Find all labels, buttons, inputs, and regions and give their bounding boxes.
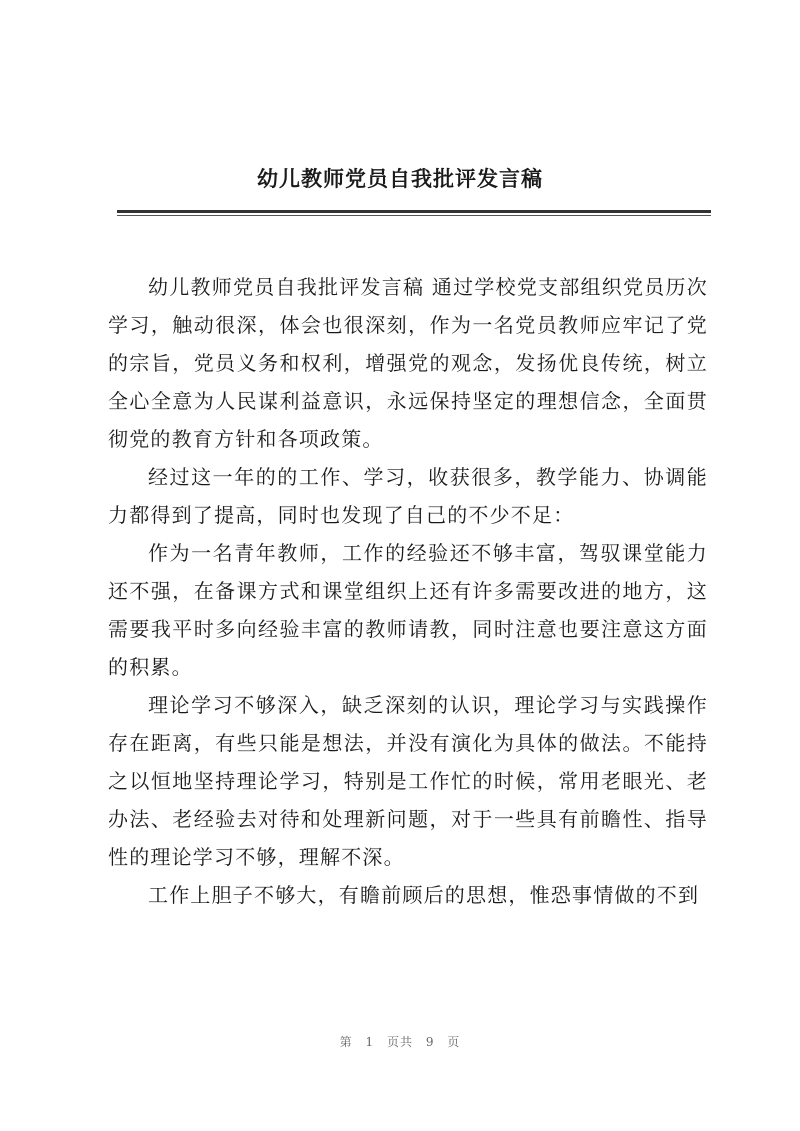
document-title: 幼儿教师党员自我批评发言稿 — [257, 166, 543, 191]
document-body — [108, 268, 708, 914]
footer-prefix: 第 — [339, 1035, 353, 1049]
title-rule-thick — [117, 210, 711, 213]
paragraph-3: 作为一名青年教师，工作的经验还不够丰富，驾驭课堂能力还不强，在备课方式和课堂组织上还有许多需要改进的地方，这需要我平时多向经验丰富的教师请教，同时注意也要注意这方面的积累。 — [108, 541, 708, 679]
intro-heading: 幼儿教师党员自我批评发言稿 — [148, 275, 425, 299]
paragraph-5: 工作上胆子不够大，有瞻前顾后的思想，惟恐事情做的不到 — [148, 883, 700, 907]
paragraph-4: 理论学习不够深入，缺乏深刻的认识，理论学习与实践操作存在距离，有些只能是想法，并没有演化为具体的做法。不能持之以恒地坚持理论学习，特别是工作忙的时候，常用老眼光、老办法、老经验去对待和处理新问题，对于一些具有前瞻性、指导性的理论学习不够，理解不深。 — [108, 693, 708, 869]
intro-gap — [424, 275, 432, 299]
title-rule-thin — [117, 215, 711, 216]
footer-suffix: 页 — [447, 1035, 461, 1049]
footer-page-number: 1 — [365, 1035, 375, 1049]
paragraph-1-text: 通过学校党支部组织党员历次学习，触动很深，体会也很深刻，作为一名党员教师应牢记了党的宗旨，党员义务和权利，增强党的观念，发扬优良传统，树立全心全意为人民谋利益意识，永远保持坚定的理想信念，全面贯彻党的教育方针和各项政策。 — [108, 275, 708, 451]
paragraph-2: 经过这一年的的工作、学习，收获很多，教学能力、协调能力都得到了提高，同时也发现了自己的不少不足： — [108, 465, 708, 527]
footer-middle: 页共 — [386, 1035, 413, 1049]
footer-total-pages: 9 — [425, 1035, 435, 1049]
page-footer — [0, 1033, 800, 1050]
paragraph-1 — [108, 268, 708, 458]
